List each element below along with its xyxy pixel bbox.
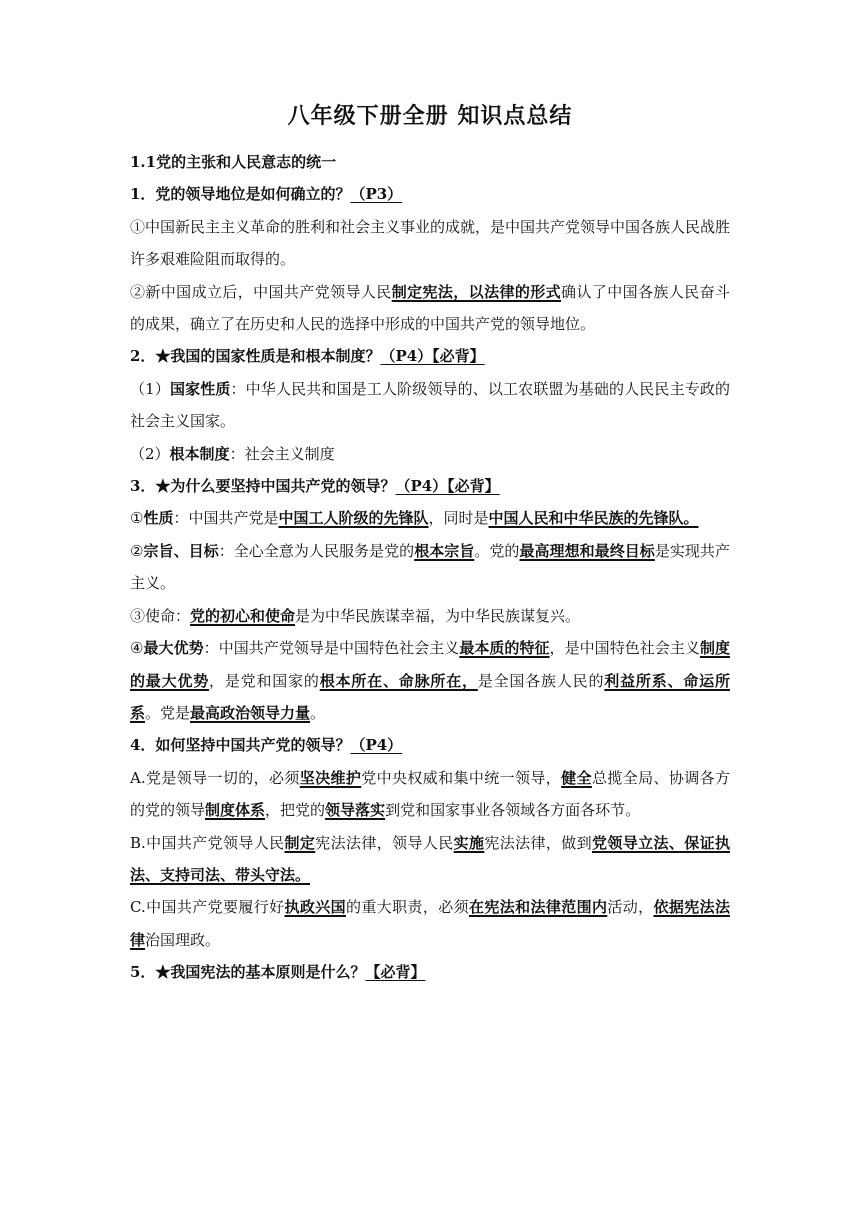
q3-p3-label: ③使命： [130,606,191,625]
q4-point-c [130,891,730,956]
section-heading: 1.1党的主张和人民意志的统一 [130,153,337,171]
q3-p2-key: 宗旨、目标 [143,541,219,560]
question-1-text: 1．党的领导地位是如何确立的？ [130,185,351,204]
q2-item-2 [130,438,730,470]
q4-pb-text-a: B.中国共产党领导人民 [130,833,285,852]
page-title: 八年级下册全册 知识点总结 [287,103,573,129]
q3-p4-text-a: ：中国共产党领导是中国特色社会主义 [203,639,460,658]
q4-pc-text-b: 的重大职责，必须 [345,898,469,917]
q4-pa-text-d: ，把党的 [265,801,326,820]
q3-point-1 [130,502,730,534]
q3-p1-text-a: ：中国共产党是 [173,509,279,528]
q3-p4-key-d: 利益所系、命运所系 [130,671,730,722]
q4-pb-key-c: 党领导立法、保证执法、支持司法、带头守法。 [130,833,730,884]
q4-point-b [130,827,730,892]
question-1 [130,178,730,210]
q4-pb-text-b: 宪法法律，领导人民 [315,833,454,852]
q2-item-1-text: ：中华人民共和国是工人阶级领导的、以工农联盟为基础的人民民主专政的社会主义国家。 [130,379,730,431]
q3-p2-key-a: 根本宗旨 [414,541,475,560]
q3-p4-key: 最大优势 [143,639,204,658]
q4-pb-key-b: 实施 [453,833,485,852]
q3-p4-text-d: 是全国各族人民的 [477,671,605,690]
q3-p4-key-a: 最本质的特征 [459,639,550,658]
q3-p1-key-b: 中国人民和中华民族的先锋队。 [488,509,699,528]
q3-p1-key-a: 中国工人阶级的先锋队 [278,509,429,528]
q3-p4-key-c: 根本所在、命脉所在， [319,671,478,690]
q3-p4-text-f: 。 [310,703,326,722]
q4-pc-text-a: C.中国共产党要履行好 [130,898,285,917]
question-4-text: 4．如何坚持中国共产党的领导？ [130,736,351,755]
q3-p2-key-b: 最高理想和最终目标 [519,541,655,560]
q3-point-2 [130,535,730,600]
q4-pc-key-b: 在宪法和法律范围内 [468,898,608,917]
q2-item-2-label: （2） [130,444,170,463]
question-4-ref: （P4） [350,736,403,755]
q4-pa-key-a: 坚决维护 [299,768,362,787]
q4-pc-text-c: 活动， [607,898,654,917]
question-2-text: 2．★我国的国家性质是和根本制度？ [130,347,381,366]
q3-p4-key-e: 最高政治领导力量 [190,703,311,722]
q3-p2-text-a: ：全心全意为人民服务是党的 [218,541,415,560]
q4-pa-key-d: 领导落实 [325,801,386,820]
q4-pa-text-b: 党中央权威和集中统一领导， [361,768,562,787]
q4-pc-key-a: 执政兴国 [284,898,346,917]
q3-p4-key-b: 制度的最大优势 [130,639,730,690]
q3-p1-text-b: ，同时是 [428,509,489,528]
q3-p2-text-b: 。党的 [474,541,520,560]
q3-p4-text-b: ，是中国特色社会主义 [549,639,700,658]
q4-pa-text-e: 到党和国家事业各领域各方面各环节。 [385,801,641,820]
question-5-text: 5．★我国宪法的基本原则是什么？ [130,963,366,982]
q4-pc-text-d: 治国理政。 [145,930,221,949]
q1-answer-2c: 确认了中国各族人民奋斗的成果，确立了在历史和人民的选择中形成的中国共产党的领导地位。 [130,282,730,334]
q4-pa-key-c: 制度体系 [205,801,266,820]
q2-item-1-label: （1） [130,379,170,398]
q4-pa-text-a: A.党是领导一切的，必须 [130,768,300,787]
question-2-ref: （P4）【必背】 [380,347,485,366]
question-5-ref: 【必背】 [365,963,426,982]
question-2 [130,340,730,372]
q3-point-4 [130,632,730,729]
question-4 [130,729,730,761]
q1-answer-2a: ②新中国成立后，中国共产党领导人民 [130,282,392,301]
question-5 [130,956,730,988]
q3-p1-key: 性质 [143,509,174,528]
q1-answer-1: ①中国新民主主义革命的胜利和社会主义事业的成就，是中国共产党领导中国各族人民战胜许多艰难险阻而取得的。 [130,217,731,269]
q4-pb-text-c: 宪法法律，做到 [484,833,592,852]
question-1-ref: （P3） [350,185,403,204]
q4-pb-key-a: 制定 [284,833,316,852]
q3-p2-text-c: 是实现共产主义。 [130,541,730,593]
q4-point-a [130,762,730,827]
q2-item-2-text: ：社会主义制度 [229,444,335,463]
document-content [130,100,730,989]
q1-answer-2-key: 制定宪法，以法律的形式 [391,282,562,301]
q4-pc-key-c: 依据宪法法律 [130,898,730,949]
q2-item-1-key: 国家性质 [169,379,231,398]
q3-p4-num: ④ [130,639,144,658]
question-3 [130,470,730,502]
question-3-text: 3．★为什么要坚持中国共产党的领导？ [130,477,396,496]
q1-answer-2 [130,276,730,341]
q2-item-1 [130,373,730,438]
q4-pa-key-b: 健全 [561,768,592,787]
q4-pa-text-c: 总揽全局、协调各方的党的领导 [130,768,730,820]
q3-p1-num: ① [130,509,144,528]
q2-item-2-key: 根本制度 [169,444,230,463]
q3-point-3 [130,600,730,632]
question-3-ref: （P4）【必背】 [395,477,500,496]
q3-p3-text: 是为中华民族谋幸福，为中华民族谋复兴。 [295,606,581,625]
q3-p2-num: ② [130,541,144,560]
q3-p4-text-c: ，是党和国家的 [209,671,320,690]
q3-p4-text-e: 。党是 [145,703,191,722]
q3-p3-key: 党的初心和使命 [190,606,296,625]
